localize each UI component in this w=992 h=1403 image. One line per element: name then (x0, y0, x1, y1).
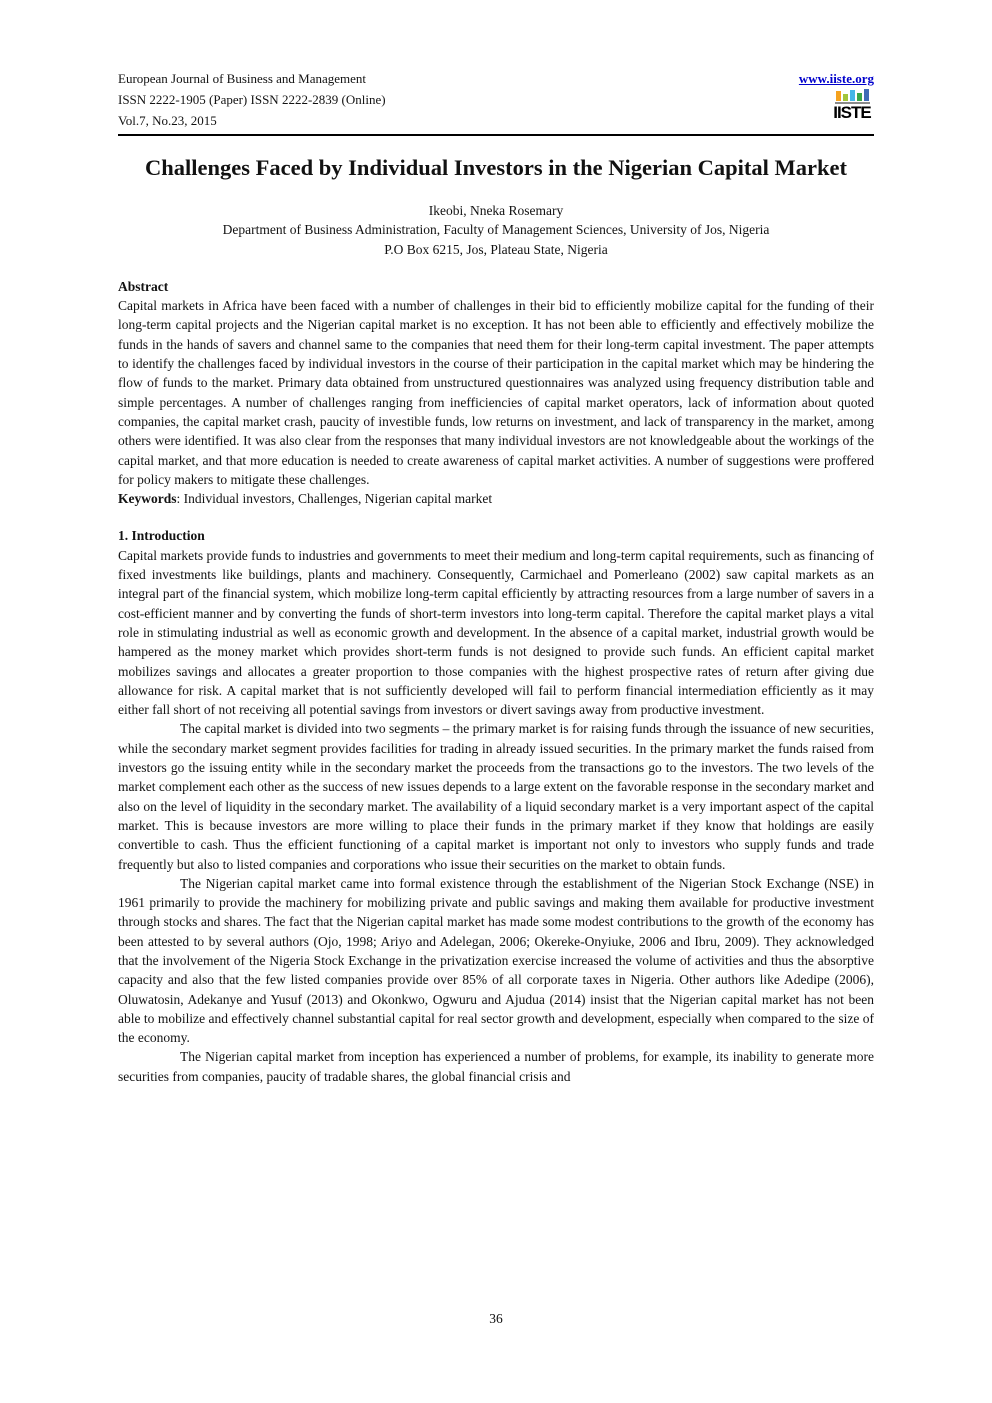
iiste-logo (830, 91, 874, 122)
keywords-line (118, 489, 874, 508)
logo-bar (843, 94, 848, 101)
intro-paragraph: Capital markets provide funds to industries and governments to meet their medium and long-term capital requirements, such as financing of fixed investments like buildings, plants and machinery. Consequently, Carmichael and Pomerleano (2002) saw capital markets as an integral part of the financial system, which mobilize long-term capital efficiently by attracting resources from a large number of savers in a cost-efficient manner and by converting the funds of short-term investors into long-term capital. Therefore the capital market plays a vital role in stimulating industrial as well as economic growth and development. In the absence of a capital market, industrial growth would be hampered as the money market which provides short-term funds is not designed to provide such funds. An efficient capital market mobilizes savings and allocates a greater proportion to those companies with the highest prospective rates of return after giving due allowance for risk. A capital market that is not sufficiently developed will fail to perform financial intermediation efficiently as it may either fall short of not receiving all potential savings from investors or divert savings away from productive investment. (118, 547, 874, 718)
page-footer (118, 1311, 874, 1327)
author-block (118, 201, 874, 259)
introduction-heading: 1. Introduction (118, 528, 205, 544)
volume-line: Vol.7, No.23, 2015 (118, 113, 217, 128)
header-divider (118, 134, 874, 136)
iiste-logo-text: IISTE (833, 103, 871, 122)
journal-name: European Journal of Business and Management (118, 71, 367, 86)
keywords-label: Keywords (118, 491, 177, 507)
website-link[interactable]: www.iiste.org (798, 71, 874, 86)
paper-title: Challenges Faced by Individual Investors in the Nigerian Capital Market (145, 155, 847, 180)
author-address: P.O Box 6215, Jos, Plateau State, Nigeria (384, 241, 608, 257)
abstract-section (118, 277, 874, 509)
logo-bar (836, 91, 841, 101)
journal-header (118, 0, 874, 136)
paper-page (118, 0, 874, 1403)
intro-paragraph: The capital market is divided into two segments – the primary market is for raising funds through the issuance of new securities, while the secondary market segment provides facilities for trading in already issued securities. In the primary market the funds raised from investors go the issuing entity while in the secondary market the proceeds from the transactions go to the investors. The two levels of the market complement each other as the success of new issues depends to a large extent on the favorable response in the secondary market and also on the level of liquidity in the secondary market. The availability of a liquid secondary market is a very important aspect of the capital market. This is because investors are more willing to place their funds in the primary market if they know that holdings are easily convertible to cash. Thus the efficient functioning of a capital market is important not only to investors who supply funds and trade frequently but also to listed companies and corporations who issue their securities on the market to obtain funds. (118, 721, 874, 872)
logo-bar (857, 93, 862, 101)
abstract-heading: Abstract (118, 278, 169, 294)
intro-paragraph: The Nigerian capital market from inception has experienced a number of problems, for example, its inability to generate more securities from companies, paucity of tradable shares, the global financial crisis and (118, 1049, 874, 1084)
abstract-text: Capital markets in Africa have been faced with a number of challenges in their bid to efficiently mobilize capital for the funding of their long-term capital projects and the Nigerian capital market is no exception. It has not been able to efficiently and effectively mobilize the funds in the hands of savers and channel same to the companies that need them for their long-term capital investment. The paper attempts to identify the challenges faced by individual investors in the course of their participation in the capital market which may be hindering the flow of funds to the market. Primary data obtained from unstructured questionnaires was analyzed using frequency distribution table and simple percentages. A number of challenges ranging from inefficiencies of capital market operators, lack of information about quoted companies, the capital market crash, paucity of investible funds, low returns on investment, and lack of transparency in the market, among others were identified. It was also clear from the responses that many individual investors are not knowledgeable about the workings of the capital market, and that more education is needed to create awareness of capital market activities. A number of suggestions were proffered for policy makers to mitigate these challenges. (118, 298, 874, 487)
keywords-values: : Individual investors, Challenges, Nigerian capital market (176, 491, 493, 507)
logo-bar (864, 89, 869, 101)
logo-bar (850, 90, 855, 101)
intro-paragraph: The Nigerian capital market came into formal existence through the establishment of the Nigerian Stock Exchange (NSE) in 1961 primarily to provide the machinery for mobilizing private and public savings and making them available for productive investment through stocks and shares. The fact that the Nigerian capital market has made some modest contributions to the growth of the economy has been attested to by several authors (Ojo, 1998; Ariyo and Adelegan, 2006; Okereke-Onyiuke, 2006 and Ibru, 2009). They acknowledged that the involvement of the Nigeria Stock Exchange in the privatization exercise increased the volume of activities and thus the absorptive capacity and also that the few listed companies provide over 85% of all corporate taxes in Nigeria. Other authors like Adedipe (2006), Oluwatosin, Adekanye and Yusuf (2013) and Okonkwo, Ogwuru and Ajudua (2014) insist that the Nigerian capital market has not been able to mobilize and effectively channel substantial capital for real sector growth and development, especially when compared to the size of the economy. (118, 875, 874, 1046)
author-affiliation: Department of Business Administration, Faculty of Management Sciences, University of Jos, Nigeria (222, 222, 770, 238)
journal-info (118, 68, 386, 131)
introduction-section (118, 526, 874, 1086)
issn-line: ISSN 2222-1905 (Paper) ISSN 2222-2839 (Online) (118, 92, 386, 107)
page-number: 36 (489, 1311, 503, 1326)
author-name: Ikeobi, Nneka Rosemary (428, 203, 564, 218)
